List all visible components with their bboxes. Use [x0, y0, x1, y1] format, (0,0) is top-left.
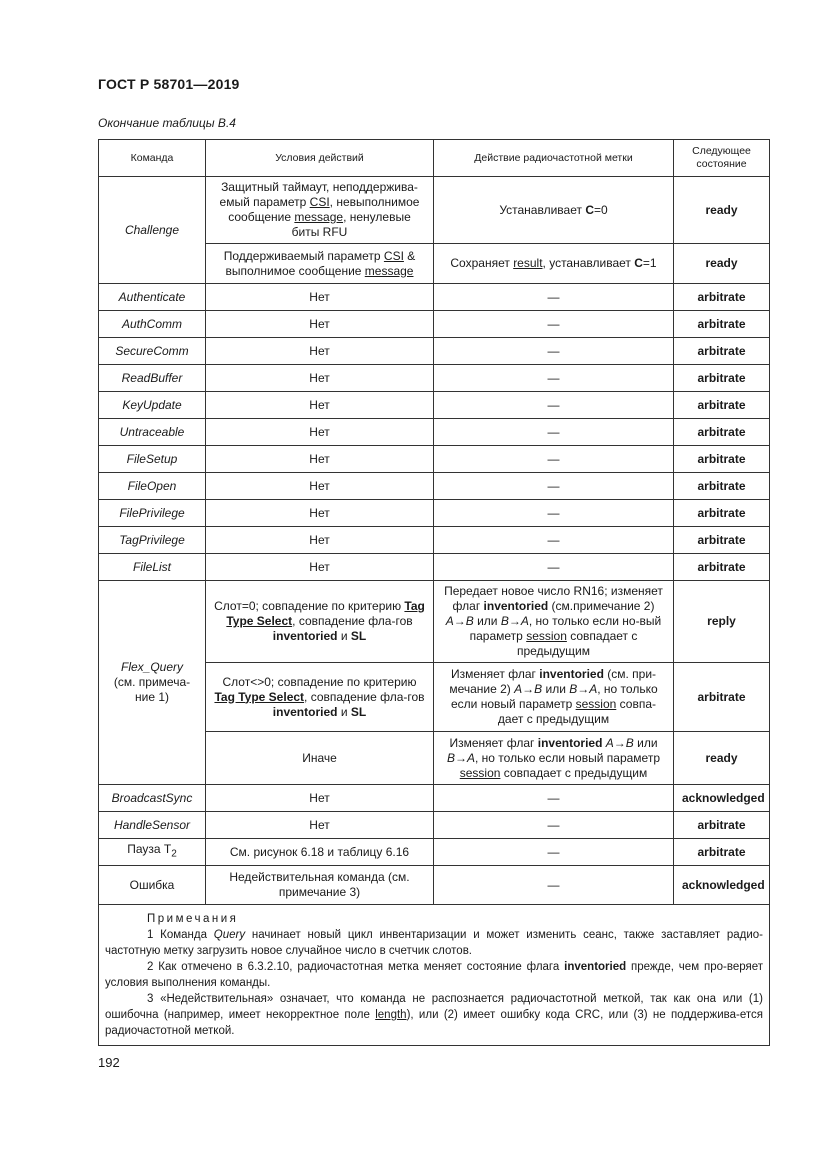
command-cell: Untraceable: [99, 419, 206, 446]
conditions-cell: Слот=0; совпадение по критерию Tag Type Select, совпадение фла-гов inventoried и SL: [206, 581, 434, 663]
next-state-cell: arbitrate: [674, 554, 770, 581]
document-header: ГОСТ Р 58701—2019: [98, 76, 240, 92]
action-cell: —: [434, 785, 674, 812]
command-cell: Пауза $T_2$: [99, 839, 206, 866]
action-cell: —: [434, 554, 674, 581]
command-cell: Challenge: [99, 177, 206, 284]
conditions-cell: Нет: [206, 500, 434, 527]
table-header-row: [99, 140, 770, 177]
table-row: [99, 392, 770, 419]
command-cell: SecureComm: [99, 338, 206, 365]
conditions-cell: Нет: [206, 473, 434, 500]
next-state-cell: arbitrate: [674, 446, 770, 473]
command-cell: BroadcastSync: [99, 785, 206, 812]
table-row: [99, 866, 770, 905]
command-cell: FileList: [99, 554, 206, 581]
command-cell: TagPrivilege: [99, 527, 206, 554]
conditions-cell: Слот<>0; совпадение по критерию Tag Type Select, совпадение фла-гов inventoried и SL: [206, 663, 434, 732]
next-state-cell: arbitrate: [674, 812, 770, 839]
notes-title: Примечания: [147, 913, 239, 925]
command-cell: FilePrivilege: [99, 500, 206, 527]
next-state-cell: arbitrate: [674, 392, 770, 419]
action-cell: Изменяет флаг inventoried A→B или B→A, но только если новый параметр session совпадает с предыдущим: [434, 732, 674, 785]
table-row: [99, 284, 770, 311]
notes-row: [99, 905, 770, 1046]
next-state-cell: arbitrate: [674, 500, 770, 527]
conditions-cell: Нет: [206, 446, 434, 473]
conditions-cell: См. рисунок 6.18 и таблицу 6.16: [206, 839, 434, 866]
next-state-cell: arbitrate: [674, 839, 770, 866]
action-cell: Передает новое число RN16; изменяет флаг inventoried (см.примечание 2) A→B или B→A, но только если но-вый параметр session совпадает с предыдущим: [434, 581, 674, 663]
next-state-cell: arbitrate: [674, 284, 770, 311]
conditions-cell: Нет: [206, 554, 434, 581]
action-cell: —: [434, 527, 674, 554]
table-row: [99, 581, 770, 663]
note-2: 2 Как отмечено в 6.3.2.10, радиочастотная метка меняет состояние флага inventoried прежде, чем про-веряет условия выполнения команды.: [105, 961, 763, 989]
table-row: [99, 473, 770, 500]
action-cell: —: [434, 866, 674, 905]
action-cell: —: [434, 500, 674, 527]
col-header-action: Действие радиочастотной метки: [434, 140, 674, 177]
next-state-cell: arbitrate: [674, 473, 770, 500]
command-cell: AuthComm: [99, 311, 206, 338]
next-state-cell: arbitrate: [674, 338, 770, 365]
action-cell: —: [434, 365, 674, 392]
next-state-cell: ready: [674, 732, 770, 785]
conditions-cell: Иначе: [206, 732, 434, 785]
next-state-cell: arbitrate: [674, 419, 770, 446]
state-table: [98, 139, 770, 1046]
col-header-next-state: Следующее состояние: [674, 140, 770, 177]
conditions-cell: Нет: [206, 419, 434, 446]
table-row: [99, 839, 770, 866]
conditions-cell: Нет: [206, 284, 434, 311]
command-cell: KeyUpdate: [99, 392, 206, 419]
notes-cell: [99, 905, 770, 1046]
action-cell: —: [434, 338, 674, 365]
action-cell: —: [434, 311, 674, 338]
conditions-cell: Нет: [206, 365, 434, 392]
table-row: [99, 365, 770, 392]
conditions-cell: Нет: [206, 311, 434, 338]
page-number: 192: [98, 1055, 120, 1070]
next-state-cell: reply: [674, 581, 770, 663]
conditions-cell: Нет: [206, 527, 434, 554]
conditions-cell: Нет: [206, 392, 434, 419]
next-state-cell: acknowledged: [674, 785, 770, 812]
next-state-cell: arbitrate: [674, 663, 770, 732]
command-cell: Flex_Query (см. примеча-ние 1): [99, 581, 206, 785]
action-cell: —: [434, 839, 674, 866]
note-1: 1 Команда Query начинает новый цикл инвентаризации и может изменить сеанс, также заставляет радио-частотную метку загрузить новое случайное число в счетчик слотов.: [105, 929, 763, 957]
table-row: [99, 311, 770, 338]
table-row: [99, 419, 770, 446]
conditions-cell: Нет: [206, 785, 434, 812]
action-cell: —: [434, 812, 674, 839]
table-row: [99, 446, 770, 473]
command-cell: Authenticate: [99, 284, 206, 311]
table-row: [99, 338, 770, 365]
table-row: [99, 527, 770, 554]
conditions-cell: Недействительная команда (см. примечание 3): [206, 866, 434, 905]
next-state-cell: arbitrate: [674, 311, 770, 338]
conditions-cell: Защитный таймаут, неподдержива-емый параметр CSI, невыполнимое сообщение message, ненулевые биты RFU: [206, 177, 434, 244]
action-cell: —: [434, 419, 674, 446]
next-state-cell: arbitrate: [674, 527, 770, 554]
next-state-cell: ready: [674, 244, 770, 284]
table-caption: Окончание таблицы В.4: [98, 116, 236, 130]
action-cell: —: [434, 284, 674, 311]
action-cell: Сохраняет result, устанавливает C=1: [434, 244, 674, 284]
table-row: [99, 554, 770, 581]
action-cell: —: [434, 392, 674, 419]
table-row: [99, 785, 770, 812]
action-cell: Изменяет флаг inventoried (см. при-мечание 2) A→B или B→A, но только если новый параметр session совпа-дает с предыдущим: [434, 663, 674, 732]
conditions-cell: Нет: [206, 812, 434, 839]
action-cell: —: [434, 473, 674, 500]
action-cell: —: [434, 446, 674, 473]
next-state-cell: ready: [674, 177, 770, 244]
command-cell: FileSetup: [99, 446, 206, 473]
table-row: [99, 500, 770, 527]
table-row: [99, 177, 770, 244]
command-cell: FileOpen: [99, 473, 206, 500]
table-row: [99, 812, 770, 839]
command-cell: Ошибка: [99, 866, 206, 905]
col-header-conditions: Условия действий: [206, 140, 434, 177]
command-cell: ReadBuffer: [99, 365, 206, 392]
note-3: 3 «Недействительная» означает, что команда не распознается радиочастотной меткой, так как она или (1) ошибочна (например, имеет некорректное поле length), или (2) имеет ошибку кода CRC, или (3) не поддержива-ется радиочастотной меткой.: [105, 993, 763, 1037]
col-header-command: Команда: [99, 140, 206, 177]
next-state-cell: arbitrate: [674, 365, 770, 392]
conditions-cell: Нет: [206, 338, 434, 365]
command-cell: HandleSensor: [99, 812, 206, 839]
action-cell: Устанавливает C=0: [434, 177, 674, 244]
next-state-cell: acknowledged: [674, 866, 770, 905]
conditions-cell: Поддерживаемый параметр CSI & выполнимое сообщение message: [206, 244, 434, 284]
